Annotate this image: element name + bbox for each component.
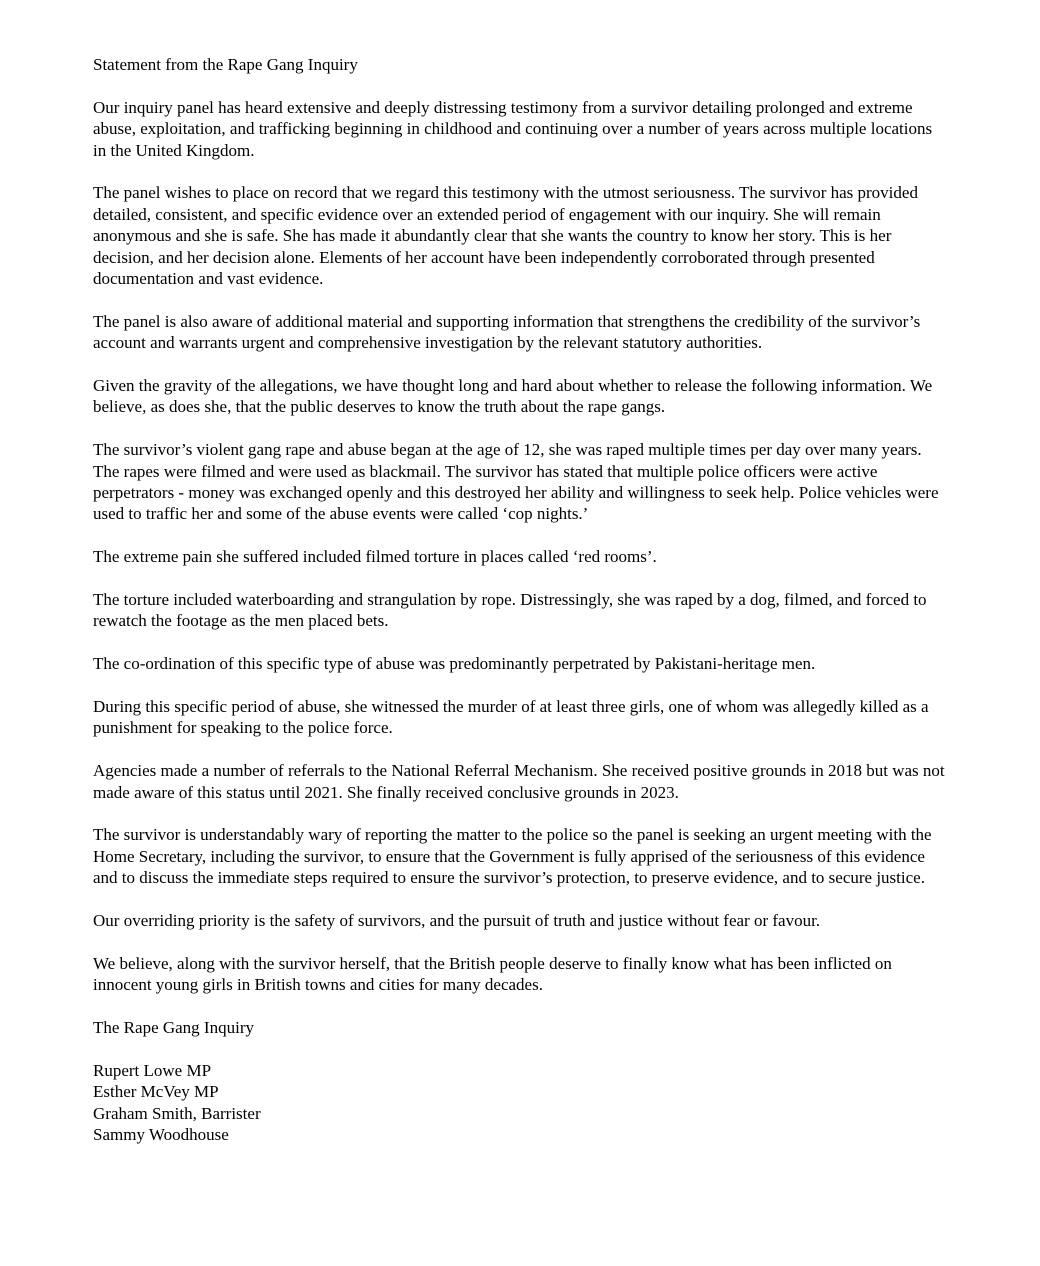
signature-block: [93, 1060, 948, 1146]
paragraph: Our overriding priority is the safety of survivors, and the pursuit of truth and justice without fear or favour.: [93, 911, 821, 931]
paragraph: The panel wishes to place on record that we regard this testimony with the utmost seriousness. The survivor has provided detailed, consistent, and specific evidence over an extended period of engagement with our inquiry. She will remain anonymous and she is safe. She has made it abundantly clear that she wants the country to know her story. This is her decision, and her decision alone. Elements of her account have been independently corroborated through presented documentation and vast evidence.: [93, 183, 918, 289]
paragraph: The torture included waterboarding and strangulation by rope. Distressingly, she was raped by a dog, filmed, and forced to rewatch the footage as the men placed bets.: [93, 590, 927, 631]
paragraph: During this specific period of abuse, she witnessed the murder of at least three girls, one of whom was allegedly killed as a punishment for speaking to the police force.: [93, 697, 929, 738]
paragraph: The survivor is understandably wary of reporting the matter to the police so the panel is seeking an urgent meeting with the Home Secretary, including the survivor, to ensure that the Government is fully apprised of the seriousness of this evidence and to discuss the immediate steps required to ensure the survivor’s protection, to preserve evidence, and to secure justice.: [93, 825, 932, 888]
paragraph: The panel is also aware of additional material and supporting information that strengthens the credibility of the survivor’s account and warrants urgent and comprehensive investigation by the relevant statutory authorities.: [93, 311, 921, 353]
paragraph: We believe, along with the survivor herself, that the British people deserve to finally know what has been inflicted on innocent young girls in British towns and cities for many decades.: [93, 953, 892, 995]
signatory: Graham Smith, Barrister: [93, 1103, 261, 1123]
signatory: Esther McVey MP: [93, 1082, 219, 1102]
paragraph: Given the gravity of the allegations, we have thought long and hard about whether to release the following information. We believe, as does she, that the public deserves to know the truth about the rape gangs.: [93, 376, 933, 417]
paragraph: Our inquiry panel has heard extensive and deeply distressing testimony from a survivor detailing prolonged and extreme abuse, exploitation, and trafficking beginning in childhood and continuing over a number of years across multiple locations in the United Kingdom.: [93, 97, 933, 160]
signatory: Rupert Lowe MP: [93, 1060, 212, 1080]
paragraph: The survivor’s violent gang rape and abuse began at the age of 12, she was raped multiple times per day over many years. The rapes were filmed and were used as blackmail. The survivor has stated that multiple police officers were active perpetrators - money was exchanged openly and this destroyed her ability and willingness to seek help. Police vehicles were used to traffic her and some of the abuse events were called ‘cop nights.’: [93, 440, 939, 524]
document-body: [93, 54, 948, 1145]
paragraph: Agencies made a number of referrals to the National Referral Mechanism. She received positive grounds in 2018 but was not made aware of this status until 2021. She finally received conclusive grounds in 2023.: [93, 761, 945, 802]
paragraph: The co-ordination of this specific type of abuse was predominantly perpetrated by Pakistani-heritage men.: [93, 654, 816, 674]
document-signoff: The Rape Gang Inquiry: [93, 1018, 254, 1038]
paragraph: The extreme pain she suffered included filmed torture in places called ‘red rooms’.: [93, 547, 657, 567]
document-title: Statement from the Rape Gang Inquiry: [93, 55, 358, 74]
signatory: Sammy Woodhouse: [93, 1125, 229, 1145]
